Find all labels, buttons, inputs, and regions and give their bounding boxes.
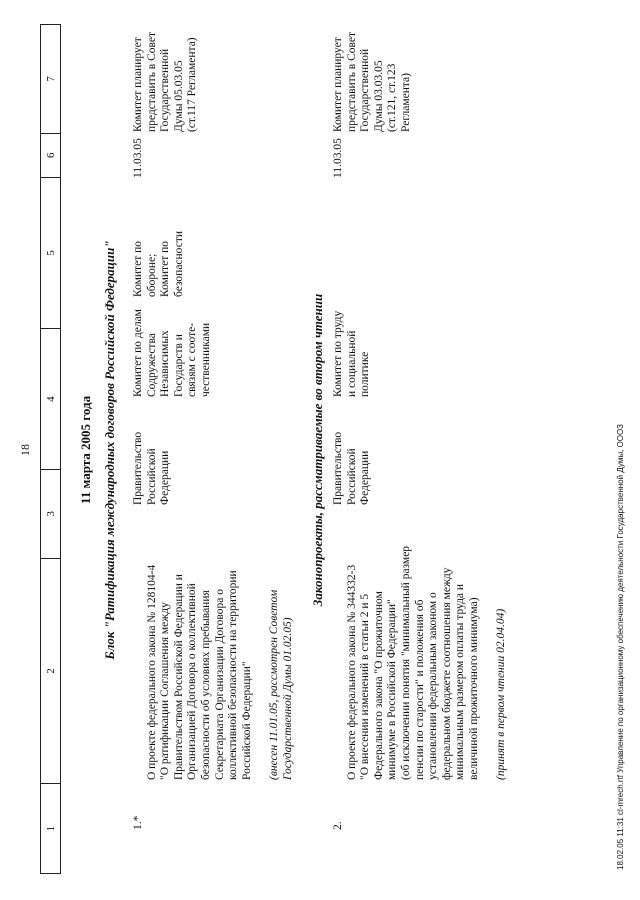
col-number-3: 3 <box>41 469 60 558</box>
bill-title-text: О проекте федерального закона № 128104-4 "О ратификации Соглашения между Правительством Российской Федерации и Организацией Договора о коллективной безопасности об условиях пребывания Секретариата Организации Договора о коллективной безопасности на территории Российской Федерации" <box>145 564 253 780</box>
row-number: 1.* <box>132 815 144 830</box>
initiator: Правительство Российской Федерации <box>332 431 372 505</box>
col-number-5: 5 <box>41 177 60 329</box>
section-heading: Законопроекты, рассматриваемые во втором чтении <box>310 293 325 607</box>
bill-title-text: О проекте федерального закона № 344332-3 "О внесении изменений в статьи 2 и 5 Федерального закона "О прожиточном минимуме в Российской Федерации" (об исключении понятия "минимальный размер пенсии по старости" и положения об установлении федеральным законом о федеральном бюджете соотношения между минимальным размером оплаты труда и величиной прожиточного минимума) <box>345 545 480 780</box>
responsible-committee: Комитет по делам Содружества Независимых Государств и связям с соотe- чественниками <box>132 309 212 397</box>
responsible-committee: Комитет по труду и социальной политике <box>332 310 372 397</box>
row-number: 2. <box>332 821 344 830</box>
col-number-4: 4 <box>41 328 60 469</box>
footer-text: 18.02.05 11:31 cl-mrech.rtf Управление по организационному обеспечению деятельности Государственной Думы, ОООЗ <box>616 423 625 870</box>
col-number-2: 2 <box>41 558 60 783</box>
remark: Комитет планирует представить в Совет Государственной Думы 03.03.05 (ст.121, ст.123 Регламента) <box>332 31 412 132</box>
block-heading: Блок "Ратификация международных договоров Российской Федерации" <box>102 240 117 660</box>
bill-note: (внесен 11.01.05, рассмотрен Советом Государственной Думы 01.02.05) <box>267 589 294 780</box>
page-number: 18 <box>18 444 32 456</box>
review-date: 11.03.05 <box>132 138 144 178</box>
initiator: Правительство Российской Федерации <box>132 431 172 505</box>
bill-title <box>332 530 522 780</box>
column-number-header <box>40 24 61 874</box>
remark: Комитет планирует представить в Совет Государственной Думы 05.03.05 (ст.117 Регламента) <box>132 31 199 132</box>
bill-note: (принят в первом чтении 02.04.04) <box>495 608 508 780</box>
col-number-1: 1 <box>41 783 60 873</box>
col-number-6: 6 <box>41 133 60 177</box>
review-date: 11.03.05 <box>332 138 344 178</box>
date-heading: 11 марта 2005 года <box>78 395 93 505</box>
co-committee: Комитет по обороне; Комитет по безопасности <box>132 230 185 297</box>
col-number-7: 7 <box>45 76 57 82</box>
bill-title <box>132 540 309 780</box>
